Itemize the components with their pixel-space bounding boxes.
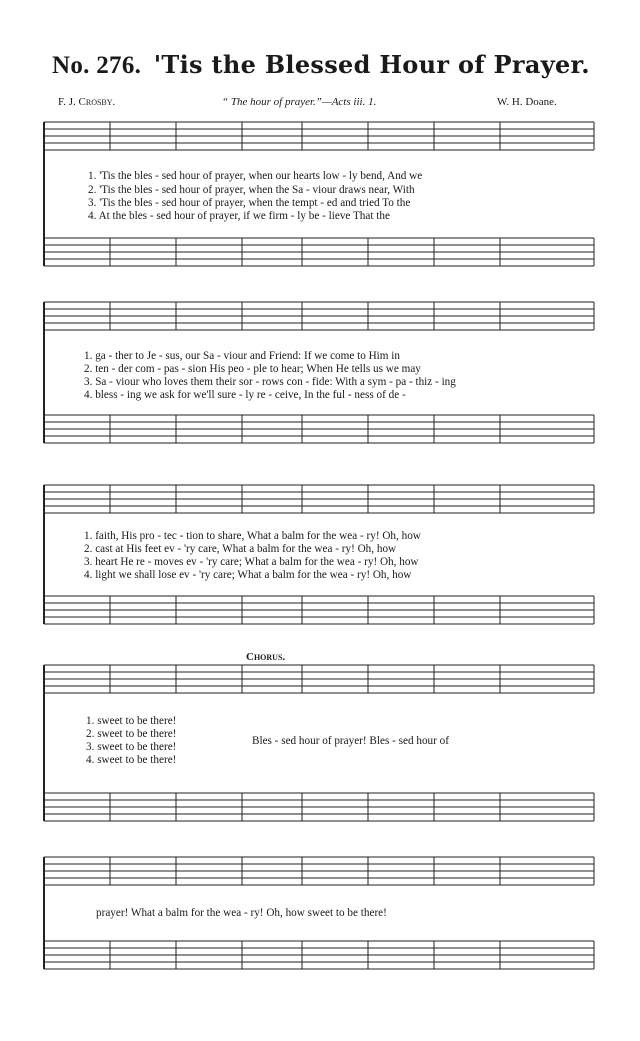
verse-1-line-4: 1. sweet to be there! — [86, 715, 177, 727]
verse-1-line-3: 1. faith, His pro - tec - tion to share, What a balm for the wea - ry! Oh, how — [84, 530, 421, 542]
verse-4-line-3: 4. light we shall lose ev - 'ry care; What a balm for the wea - ry! Oh, how — [84, 569, 412, 581]
verse-3-line-1: 3. 'Tis the bles - sed hour of prayer, when the tempt - ed and tried To the — [88, 197, 411, 209]
refrain-final-lyric: prayer! What a balm for the wea - ry! Oh, how sweet to be there! — [96, 907, 387, 919]
verse-3-line-4: 3. sweet to be there! — [86, 741, 177, 753]
verse-2-line-3: 2. cast at His feet ev - 'ry care, What a balm for the wea - ry! Oh, how — [84, 543, 397, 555]
verse-1-line-2: 1. ga - ther to Je - sus, our Sa - viour and Friend: If we come to Him in — [84, 350, 400, 362]
verse-4-line-4: 4. sweet to be there! — [86, 754, 177, 766]
verse-2-line-4: 2. sweet to be there! — [86, 728, 177, 740]
verse-3-line-3: 3. heart He re - moves ev - 'ry care; What a balm for the wea - ry! Oh, how — [84, 556, 419, 568]
verse-2-line-2: 2. ten - der com - pas - sion His peo - ple to hear; When He tells us we may — [84, 363, 421, 375]
chorus-lyric: Bles - sed hour of prayer! Bles - sed hour of — [252, 735, 449, 747]
verse-3-line-2: 3. Sa - viour who loves them their sor - rows con - fide: With a sym - pa - thiz - ing — [84, 376, 456, 388]
verse-4-line-2: 4. bless - ing we ask for we'll sure - ly re - ceive, In the ful - ness of de - — [84, 389, 406, 401]
chorus-label: Chorus. — [246, 651, 286, 663]
hymn-title: 'Tis the Blessed Hour of Prayer. — [153, 50, 590, 79]
verse-1-line-1: 1. 'Tis the bles - sed hour of prayer, when our hearts low - ly bend, And we — [88, 170, 423, 182]
hymn-number: No. 276. — [52, 52, 142, 79]
verse-2-line-1: 2. 'Tis the bles - sed hour of prayer, when the Sa - viour draws near, With — [88, 184, 415, 196]
hymn-composer: W. H. Doane. — [497, 96, 557, 108]
hymn-author: F. J. Crosby. — [58, 96, 116, 108]
verse-4-line-1: 4. At the bles - sed hour of prayer, if we firm - ly be - lieve That the — [88, 210, 390, 222]
scripture-reference: “ The hour of prayer.”—Acts iii. 1. — [222, 96, 377, 108]
